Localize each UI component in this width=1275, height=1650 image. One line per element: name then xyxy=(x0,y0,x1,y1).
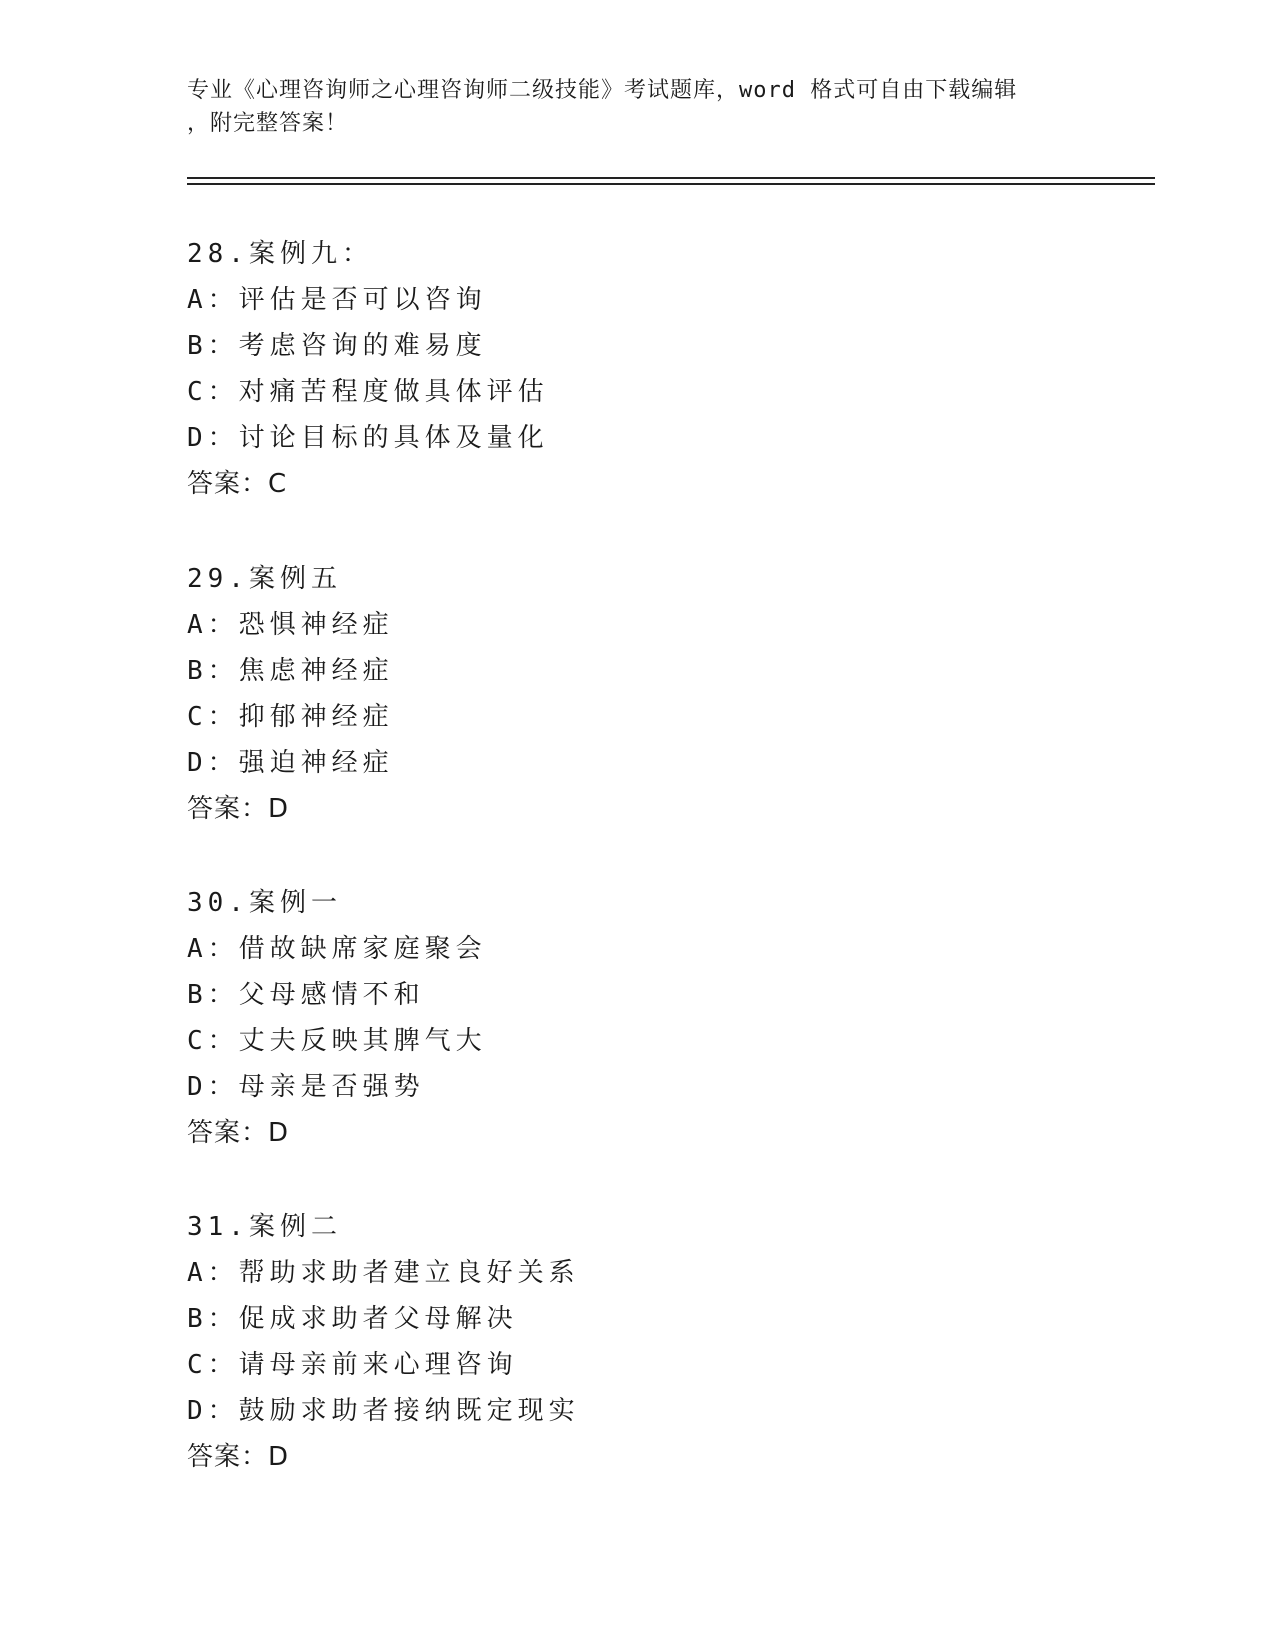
question-30 xyxy=(187,880,1087,1156)
option-b: B：焦虑神经症 xyxy=(187,656,394,686)
option-a: A：帮助求助者建立良好关系 xyxy=(187,1258,580,1288)
question-29 xyxy=(187,556,1087,832)
option-a: A：借故缺席家庭聚会 xyxy=(187,934,487,964)
question-stem: 28.案例九： xyxy=(187,239,373,269)
answer: 答案：D xyxy=(187,1442,290,1472)
option-c: C：抑郁神经症 xyxy=(187,702,394,732)
option-b: B：父母感情不和 xyxy=(187,980,425,1010)
header-divider-bottom xyxy=(187,183,1155,185)
answer: 答案：C xyxy=(187,469,288,499)
option-c: C：请母亲前来心理咨询 xyxy=(187,1350,518,1380)
option-d: D：鼓励求助者接纳既定现实 xyxy=(187,1396,580,1426)
option-c: C：对痛苦程度做具体评估 xyxy=(187,377,549,407)
header-line-1: 专业《心理咨询师之心理咨询师二级技能》考试题库，word 格式可自由下载编辑 xyxy=(187,78,1018,103)
option-d: D：母亲是否强势 xyxy=(187,1072,425,1102)
option-c: C：丈夫反映其脾气大 xyxy=(187,1026,487,1056)
option-a: A：评估是否可以咨询 xyxy=(187,285,487,315)
document-header xyxy=(187,74,1087,140)
option-d: D：讨论目标的具体及量化 xyxy=(187,423,549,453)
option-b: B：促成求助者父母解决 xyxy=(187,1304,518,1334)
answer: 答案：D xyxy=(187,1118,290,1148)
header-divider-top xyxy=(187,177,1155,179)
option-a: A：恐惧神经症 xyxy=(187,610,394,640)
option-b: B：考虑咨询的难易度 xyxy=(187,331,487,361)
question-stem: 31.案例二 xyxy=(187,1212,342,1242)
answer: 答案：D xyxy=(187,794,290,824)
question-stem: 30.案例一 xyxy=(187,888,342,918)
question-stem: 29.案例五 xyxy=(187,564,342,594)
question-28 xyxy=(187,231,1087,507)
question-31 xyxy=(187,1204,1087,1480)
header-line-2: ，附完整答案！ xyxy=(187,111,349,136)
option-d: D：强迫神经症 xyxy=(187,748,394,778)
